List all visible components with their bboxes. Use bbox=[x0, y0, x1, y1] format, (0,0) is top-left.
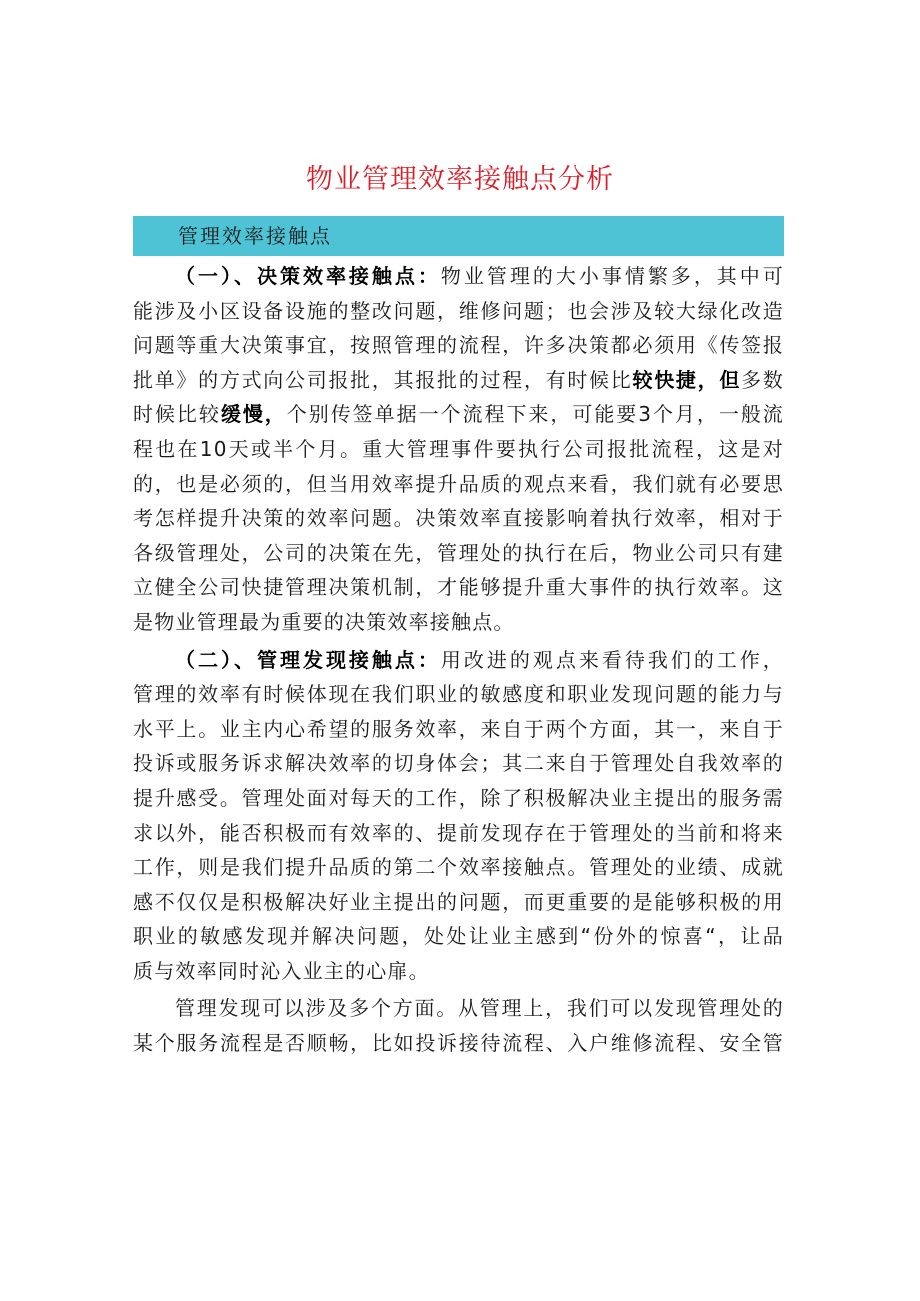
paragraph-decision-efficiency bbox=[133, 259, 784, 640]
text-line: 职业的敏感发现并解决问题，处处让业主感到“份外的惊喜“，让品 bbox=[133, 924, 784, 949]
paragraph-discovery-aspects bbox=[133, 991, 784, 1060]
text-line: 考怎样提升决策的效率问题。决策效率直接影响着执行效率，相对于 bbox=[133, 506, 784, 531]
text-line: 感不仅仅是积极解决好业主提出的问题，而更重要的是能够积极的用 bbox=[133, 889, 784, 914]
text-line: 是物业管理最为重要的决策效率接触点。 bbox=[133, 609, 515, 634]
text-line: 某个服务流程是否顺畅，比如投诉接待流程、入户维修流程、安全管 bbox=[133, 1031, 784, 1056]
bold-phrase: 较快捷，但 bbox=[632, 367, 742, 392]
body-text bbox=[133, 259, 784, 1064]
section-heading-bar bbox=[133, 216, 784, 256]
text-line: 批单》的方式向公司报批，其报批的过程，有时候比较快捷，但多数 bbox=[133, 367, 784, 392]
text-line: 问题等重大决策事宜，按照管理的流程，许多决策都必须用《传签报 bbox=[133, 333, 784, 358]
paragraph-management-discovery bbox=[133, 643, 784, 989]
text-line: （一）、决策效率接触点：物业管理的大小事情繁多，其中可 bbox=[175, 264, 784, 288]
paragraph-lead: （二）、管理发现接触点： bbox=[175, 647, 441, 672]
text-line: 的，也是必须的，但当用效率提升品质的观点来看，我们就有必要思 bbox=[133, 471, 784, 496]
text-line: 各级管理处，公司的决策在先，管理处的执行在后，物业公司只有建 bbox=[133, 540, 784, 565]
bold-phrase: 缓慢， bbox=[220, 402, 287, 427]
text-line: 能涉及小区设备设施的整改问题，维修问题；也会涉及较大绿化改造 bbox=[133, 298, 784, 323]
text-line: （二）、管理发现接触点：用改进的观点来看待我们的工作， bbox=[175, 647, 784, 672]
document-title: 物业管理效率接触点分析 bbox=[306, 164, 614, 195]
text-line: 工作，则是我们提升品质的第二个效率接触点。管理处的业绩、成就 bbox=[133, 855, 784, 880]
text-line: 时候比较缓慢，个别传签单据一个流程下来，可能要3个月，一般流 bbox=[133, 402, 784, 427]
text-line: 水平上。业主内心希望的服务效率，来自于两个方面，其一，来自于 bbox=[133, 716, 784, 741]
text-line: 立健全公司快捷管理决策机制，才能够提升重大事件的执行效率。这 bbox=[133, 575, 784, 600]
text-line: 求以外，能否积极而有效率的、提前发现存在于管理处的当前和将来 bbox=[133, 820, 784, 845]
text-line: 管理发现可以涉及多个方面。从管理上，我们可以发现管理处的 bbox=[175, 996, 784, 1021]
paragraph-lead: （一）、决策效率接触点： bbox=[175, 264, 441, 288]
text-line: 投诉或服务诉求解决效率的切身体会；其二来自于管理处自我效率的 bbox=[133, 751, 784, 776]
text-line: 质与效率同时沁入业主的心扉。 bbox=[133, 958, 430, 983]
text-line: 提升感受。管理处面对每天的工作，除了积极解决业主提出的服务需 bbox=[133, 785, 784, 810]
text-line: 程也在10天或半个月。重大管理事件要执行公司报批流程，这是对 bbox=[133, 436, 784, 461]
section-heading: 管理效率接触点 bbox=[178, 224, 332, 248]
text-line: 管理的效率有时候体现在我们职业的敏感度和职业发现问题的能力与 bbox=[133, 682, 784, 707]
